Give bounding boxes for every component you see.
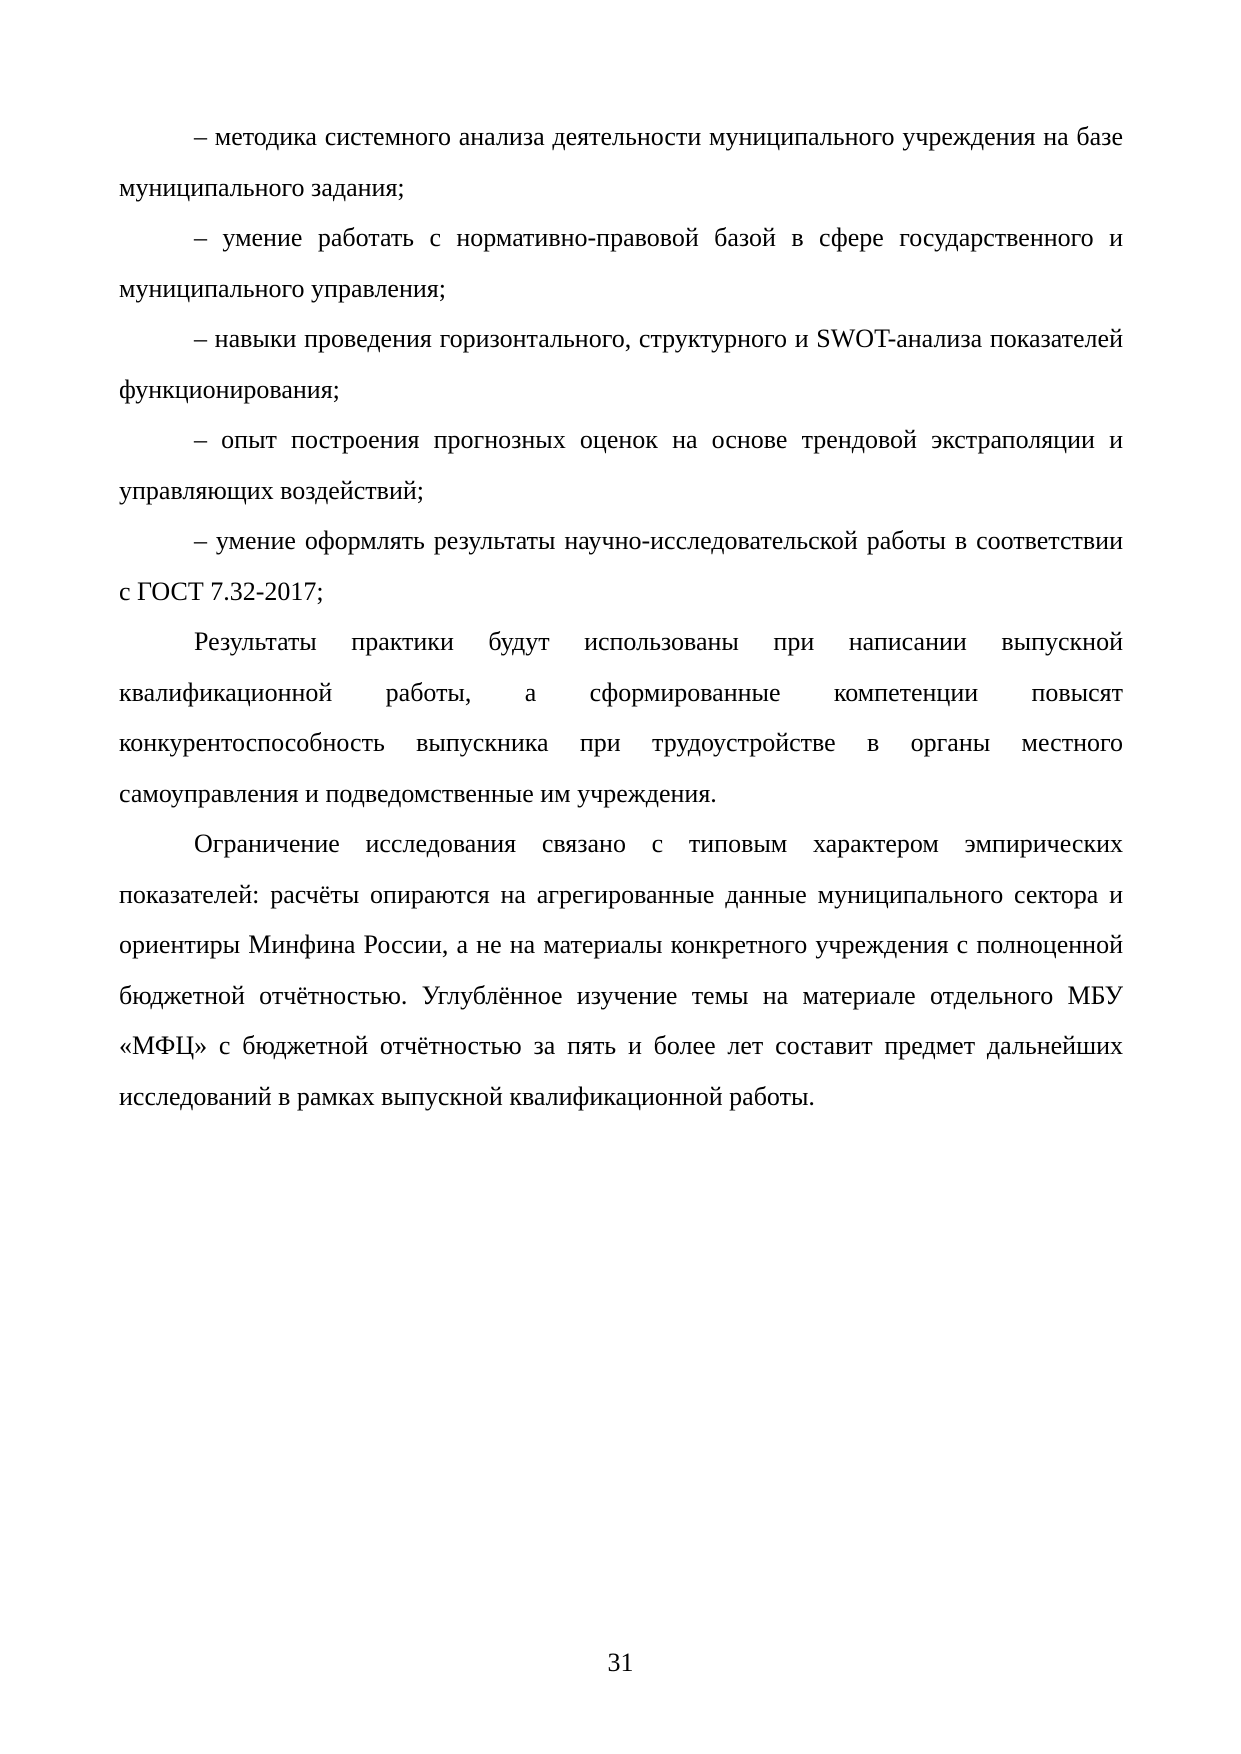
list-item-analysis-skills: – навыки проведения горизонтального, структурного и SWOT-анализа показателей функционирования; [119,324,1123,404]
list-item-methodology: – методика системного анализа деятельности муниципального учреждения на базе муниципального задания; [119,122,1123,202]
paragraph-research-limitations: Ограничение исследования связано с типовым характером эмпирических показателей: расчёты опираются на агрегированные данные муниципального сектора и ориентиры Минфина России, а не на материалы конкретного учреждения с полноценной бюджетной отчётностью. Углублённое изучение темы на материале отдельного МБУ «МФЦ» с бюджетной отчётностью за пять и более лет составит предмет дальнейших исследований в рамках выпускной квалификационной работы. [119,829,1123,1111]
paragraph-practice-results: Результаты практики будут использованы при написании выпускной квалификационной работы, а сформированные компетенции повысят конкурентоспособность выпускника при трудоустройстве в органы местного самоуправления и подведомственные им учреждения. [119,627,1123,808]
list-item-gost-formatting: – умение оформлять результаты научно-исследовательской работы в соответствии с ГОСТ 7.32-2017; [119,526,1123,606]
list-item-legal-base: – умение работать с нормативно-правовой базой в сфере государственного и муниципального управления; [119,223,1123,303]
page-number: 31 [607,1648,634,1677]
list-item-forecasting: – опыт построения прогнозных оценок на основе трендовой экстраполяции и управляющих воздействий; [119,425,1123,505]
page-body [119,112,1123,1122]
